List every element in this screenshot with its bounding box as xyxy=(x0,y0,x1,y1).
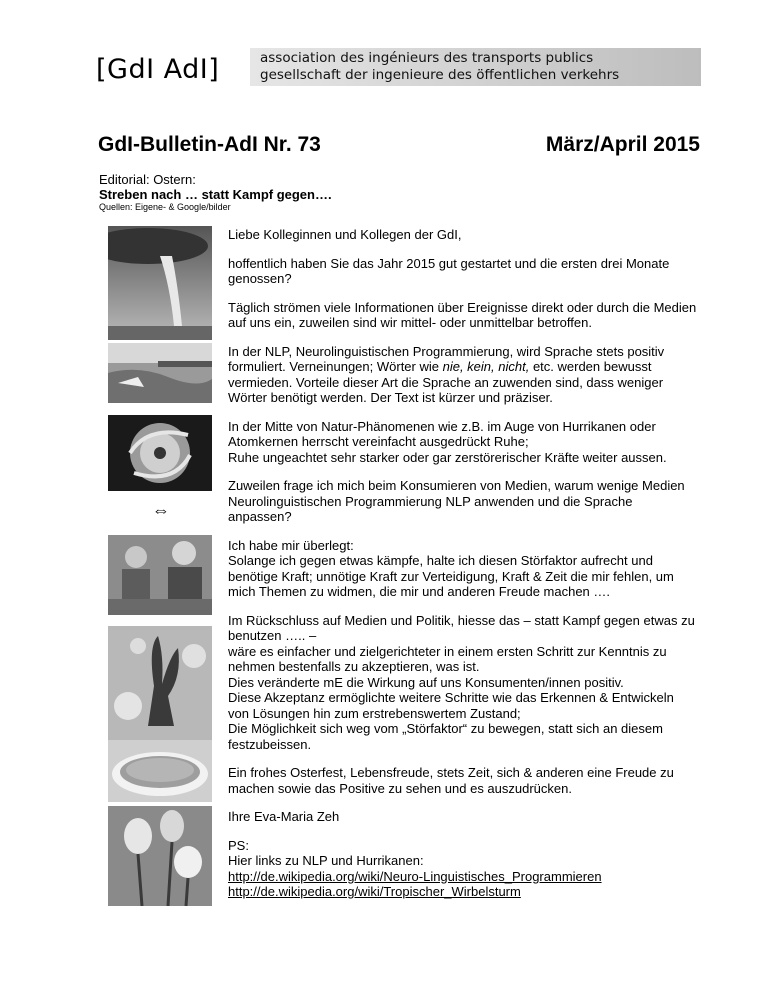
paragraph: hoffentlich haben Sie das Jahr 2015 gut gestartet und die ersten drei Monate genossen? xyxy=(228,255,670,286)
flood-photo xyxy=(108,343,212,403)
paragraph: Zuweilen frage ich mich beim Konsumieren von Medien, warum wenige Medien Neurolinguistischen Programmierung NLP anwenden und die Sprache anpassen? xyxy=(228,478,685,524)
signature: Ihre Eva-Maria Zeh xyxy=(228,809,340,824)
double-arrow-icon: ⇔ xyxy=(152,500,170,520)
paragraph: In der NLP, Neurolinguistischen Programmierung, wird Sprache stets positiv formuliert. Verneinungen; Wörter wie nie, kein, nicht, etc. werden bewusst vermieden. Vorteile dieser Art die Sprache an zuwenden sind, dass weniger Wörter benötigt werden. Der Text ist kürzer und präziser. xyxy=(228,343,665,405)
header-association xyxy=(260,50,619,84)
editorial-body xyxy=(228,227,698,900)
editorial-label: Editorial: Ostern: xyxy=(99,172,196,187)
paragraph: Ein frohes Osterfest, Lebensfreude, stets Zeit, sich & anderen eine Freude zu machen sowie das Positive zu sehen und es auszudrücken. xyxy=(228,765,674,796)
header-line-1: association des ingénieurs des transports publics xyxy=(260,50,594,66)
editorial-sources: Quellen: Eigene- & Google/bilder xyxy=(99,202,231,212)
editorial-heading xyxy=(99,172,332,213)
postscript: PS: Hier links zu NLP und Hurrikanen: http://de.wikipedia.org/wiki/Neuro-Linguistisches_Programmieren http://de.wikipedia.org/wiki/Tropischer_Wirbelsturm xyxy=(228,837,602,899)
link-nlp[interactable]: http://de.wikipedia.org/wiki/Neuro-Linguistisches_Programmieren xyxy=(228,868,602,884)
tornado-photo xyxy=(108,226,212,340)
bulletin-title: GdI-Bulletin-AdI Nr. 73 xyxy=(98,133,321,156)
greeting: Liebe Kolleginnen und Kollegen der GdI, xyxy=(228,227,462,242)
easter-bunny-photo xyxy=(108,626,212,741)
logo: [GdI AdI] xyxy=(96,54,220,85)
flowers-photo xyxy=(108,806,212,906)
hurricane-photo xyxy=(108,415,212,491)
paragraph: Täglich strömen viele Informationen über Ereignisse direkt oder durch die Medien auf uns ein, zuweilen sind wir mittel- oder unmittelbar betroffen. xyxy=(228,299,697,330)
people-photo xyxy=(108,535,212,615)
link-hurricane[interactable]: http://de.wikipedia.org/wiki/Tropischer_Wirbelsturm xyxy=(228,884,521,899)
cake-photo xyxy=(108,740,212,802)
paragraph: Ich habe mir überlegt: Solange ich gegen etwas kämpfe, halte ich diesen Störfaktor aufrecht und benötige Kraft; unnötige Kraft zur Verteidigung, Kraft & Zeit die mir fehlen, um mich Themen zu widmen, die mir und anderen Freude machen …. xyxy=(228,537,674,599)
header-line-2: gesellschaft der ingenieure des öffentlichen verkehrs xyxy=(260,67,620,83)
bulletin-date: März/April 2015 xyxy=(545,133,700,156)
paragraph: In der Mitte von Natur-Phänomenen wie z.B. im Auge von Hurrikanen oder Atomkernen herrscht vereinfacht ausgedrückt Ruhe; Ruhe ungeachtet sehr starker oder gar zerstörerischer Kräfte weiter aussen. xyxy=(228,418,667,465)
editorial-subtitle: Streben nach … statt Kampf gegen…. xyxy=(99,187,332,202)
emphasis: nie, kein, nicht, xyxy=(442,359,530,374)
paragraph: Im Rückschluss auf Medien und Politik, hiesse das – statt Kampf gegen etwas zu benutzen ….. – wäre es einfacher und zielgerichteter in einem ersten Schritt zur Kenntnis zu nehmen bestenfalls zu akzeptieren, was ist. Dies veränderte mE die Wirkung auf uns Konsumenten/innen positiv. Diese Akzeptanz ermöglichte weitere Schritte wie das Erkennen & Entwickeln von Lösungen hin zum erstrebenswertem Zustand; Die Möglichkeit sich weg vom „Störfaktor“ zu bewegen, statt sich an diesem festzubeissen. xyxy=(228,612,695,752)
